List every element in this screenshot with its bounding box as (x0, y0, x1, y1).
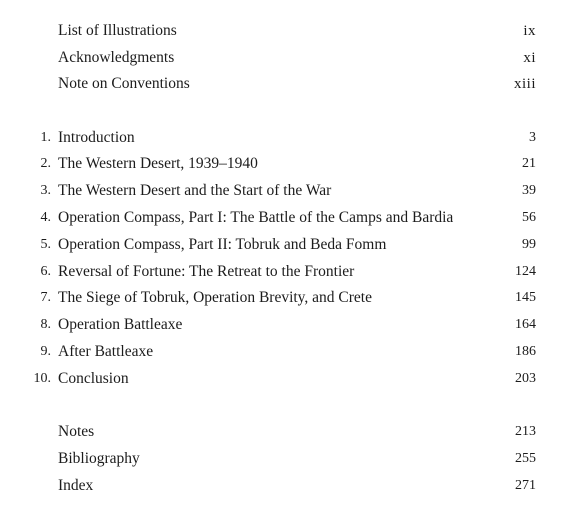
toc-entry-page: 56 (522, 210, 536, 225)
toc-entry-page: ix (523, 23, 536, 39)
toc-entry-chapter (0, 314, 573, 336)
toc-entry-page: 255 (515, 451, 536, 466)
toc-entry-chapter (0, 180, 573, 202)
toc-entry-chapter (0, 207, 573, 229)
toc-entry-title: Bibliography (58, 450, 140, 467)
toc-entry-page: 164 (515, 317, 536, 332)
toc-entry-title: Operation Battleaxe (58, 316, 183, 333)
toc-entry-title: The Western Desert, 1939–1940 (58, 155, 258, 172)
toc-entry-page: 99 (522, 237, 536, 252)
toc-entry-page: 21 (522, 156, 536, 171)
toc-entry-chapter (0, 368, 573, 390)
toc-entry-page: 124 (515, 264, 536, 279)
chapter-number: 9. (40, 344, 51, 359)
toc-entry-back-matter (0, 448, 573, 470)
toc-entry-page: xiii (513, 76, 536, 92)
toc-entry-front-matter (0, 47, 573, 69)
chapter-number: 7. (40, 290, 51, 305)
toc-entry-page: 271 (515, 478, 536, 493)
toc-entry-title: Operation Compass, Part I: The Battle of the Camps and Bardia (58, 209, 454, 226)
toc-entry-title: Reversal of Fortune: The Retreat to the Frontier (58, 263, 355, 280)
toc-entry-chapter (0, 261, 573, 283)
toc-entry-title: The Western Desert and the Start of the War (58, 182, 332, 199)
toc-entry-title: Acknowledgments (58, 49, 175, 66)
toc-entry-chapter (0, 287, 573, 309)
toc-entry-title: Notes (58, 423, 95, 440)
toc-entry-front-matter (0, 73, 573, 95)
chapter-number: 3. (40, 183, 51, 198)
toc-entry-page: 186 (515, 344, 536, 359)
toc-entry-title: Operation Compass, Part II: Tobruk and Beda Fomm (58, 236, 387, 253)
toc-entry-title: Conclusion (58, 370, 129, 387)
chapter-number: 2. (40, 156, 51, 171)
toc-entry-title: After Battleaxe (58, 343, 154, 360)
toc-entry-back-matter (0, 475, 573, 497)
toc-entry-back-matter (0, 421, 573, 443)
chapter-number: 5. (40, 237, 51, 252)
toc-entry-front-matter (0, 20, 573, 42)
chapter-number: 1. (40, 130, 51, 145)
toc-entry-page: 203 (515, 371, 536, 386)
toc-entry-title: Index (58, 477, 94, 494)
chapter-number: 4. (40, 210, 51, 225)
toc-entry-title: Introduction (58, 129, 135, 146)
chapter-number: 6. (40, 264, 51, 279)
toc-entry-chapter (0, 234, 573, 256)
toc-entry-chapter (0, 127, 573, 149)
toc-entry-chapter (0, 341, 573, 363)
toc-entry-title: The Siege of Tobruk, Operation Brevity, and Crete (58, 289, 372, 306)
toc-entry-title: Note on Conventions (58, 75, 190, 92)
toc-entry-chapter (0, 153, 573, 175)
toc-entry-page: 3 (529, 130, 536, 145)
chapter-number: 10. (33, 371, 51, 386)
toc-entry-page: 213 (515, 424, 536, 439)
toc-entry-page: 39 (522, 183, 536, 198)
toc-entry-page: xi (523, 50, 536, 66)
toc-entry-title: List of Illustrations (58, 22, 177, 39)
toc-entry-page: 145 (515, 290, 536, 305)
chapter-number: 8. (40, 317, 51, 332)
